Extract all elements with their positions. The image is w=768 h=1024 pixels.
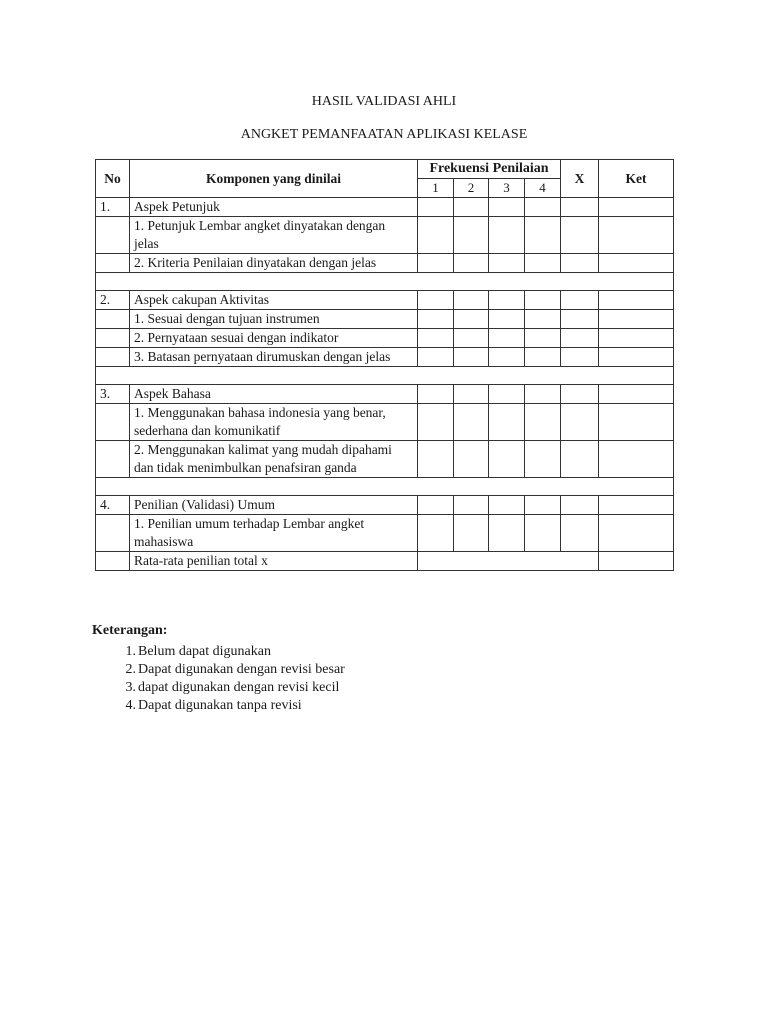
section-title: Penilian (Validasi) Umum bbox=[130, 496, 418, 515]
score-cell[interactable] bbox=[454, 329, 489, 348]
section-title: Aspek cakupan Aktivitas bbox=[130, 291, 418, 310]
header-score-4: 4 bbox=[525, 179, 561, 198]
criterion-text: 1. Petunjuk Lembar angket dinyatakan dengan jelas bbox=[130, 217, 418, 254]
x-cell[interactable] bbox=[561, 198, 599, 217]
score-cell[interactable] bbox=[489, 310, 525, 329]
header-score-2: 2 bbox=[454, 179, 489, 198]
score-cell[interactable] bbox=[418, 217, 454, 254]
spacer-row bbox=[96, 478, 674, 496]
score-cell[interactable] bbox=[525, 404, 561, 441]
x-cell[interactable] bbox=[561, 404, 599, 441]
notes-list bbox=[92, 643, 345, 715]
score-cell[interactable] bbox=[418, 310, 454, 329]
criterion-text: 1. Penilian umum terhadap Lembar angket mahasiswa bbox=[130, 515, 418, 552]
score-cell[interactable] bbox=[489, 198, 525, 217]
score-cell[interactable] bbox=[525, 254, 561, 273]
list-number: 3. bbox=[125, 680, 136, 695]
table-row bbox=[96, 515, 674, 552]
score-cell[interactable] bbox=[489, 441, 525, 478]
header-score-3: 3 bbox=[489, 179, 525, 198]
list-number: 4. bbox=[125, 698, 136, 713]
spacer-row bbox=[96, 367, 674, 385]
empty-no-cell bbox=[96, 441, 130, 478]
section-number: 3. bbox=[96, 385, 130, 404]
validation-table bbox=[95, 159, 674, 571]
table-row bbox=[96, 217, 674, 254]
table-row bbox=[96, 441, 674, 478]
score-cell[interactable] bbox=[489, 291, 525, 310]
x-cell[interactable] bbox=[561, 254, 599, 273]
ket-cell[interactable] bbox=[599, 385, 674, 404]
x-cell[interactable] bbox=[561, 348, 599, 367]
list-item bbox=[92, 661, 345, 679]
ket-cell[interactable] bbox=[599, 496, 674, 515]
score-cell[interactable] bbox=[489, 217, 525, 254]
score-cell[interactable] bbox=[454, 310, 489, 329]
document-title: HASIL VALIDASI AHLI bbox=[311, 94, 457, 109]
ket-cell[interactable] bbox=[599, 198, 674, 217]
score-cell[interactable] bbox=[418, 254, 454, 273]
score-cell[interactable] bbox=[489, 254, 525, 273]
x-cell[interactable] bbox=[561, 291, 599, 310]
ket-cell[interactable] bbox=[599, 348, 674, 367]
table-row bbox=[96, 348, 674, 367]
score-cell[interactable] bbox=[525, 310, 561, 329]
list-text: Belum dapat digunakan bbox=[138, 644, 271, 659]
list-text: dapat digunakan dengan revisi kecil bbox=[138, 680, 340, 695]
section-row bbox=[96, 496, 674, 515]
x-cell[interactable] bbox=[561, 515, 599, 552]
score-cell[interactable] bbox=[418, 348, 454, 367]
score-cell[interactable] bbox=[454, 404, 489, 441]
table-row bbox=[96, 329, 674, 348]
empty-no-cell bbox=[96, 310, 130, 329]
section-row bbox=[96, 385, 674, 404]
x-cell[interactable] bbox=[561, 441, 599, 478]
x-cell[interactable] bbox=[561, 329, 599, 348]
score-cell[interactable] bbox=[454, 198, 489, 217]
list-item bbox=[92, 679, 345, 697]
table-header-row bbox=[96, 160, 674, 179]
score-cell[interactable] bbox=[454, 496, 489, 515]
header-no: No bbox=[96, 160, 130, 198]
list-item bbox=[92, 697, 345, 715]
empty-no-cell bbox=[96, 515, 130, 552]
score-cell[interactable] bbox=[454, 217, 489, 254]
section-row bbox=[96, 198, 674, 217]
score-cell[interactable] bbox=[454, 291, 489, 310]
header-component: Komponen yang dinilai bbox=[130, 160, 418, 198]
empty-no-cell bbox=[96, 254, 130, 273]
score-cell[interactable] bbox=[525, 291, 561, 310]
score-cell[interactable] bbox=[525, 515, 561, 552]
criterion-text: 2. Menggunakan kalimat yang mudah dipahami dan tidak menimbulkan penafsiran ganda bbox=[130, 441, 418, 478]
score-cell[interactable] bbox=[418, 441, 454, 478]
total-row bbox=[96, 552, 674, 571]
table-row bbox=[96, 254, 674, 273]
list-text: Dapat digunakan dengan revisi besar bbox=[138, 662, 345, 677]
score-cell[interactable] bbox=[418, 404, 454, 441]
empty-no-cell bbox=[96, 329, 130, 348]
ket-cell[interactable] bbox=[599, 552, 674, 571]
score-cell[interactable] bbox=[525, 348, 561, 367]
score-cell[interactable] bbox=[525, 329, 561, 348]
score-cell[interactable] bbox=[418, 496, 454, 515]
score-cell[interactable] bbox=[418, 385, 454, 404]
empty-no-cell bbox=[96, 217, 130, 254]
document-subtitle: ANGKET PEMANFAATAN APLIKASI KELASE bbox=[240, 127, 528, 142]
criterion-text: 3. Batasan pernyataan dirumuskan dengan jelas bbox=[130, 348, 418, 367]
score-cell[interactable] bbox=[454, 254, 489, 273]
score-cell[interactable] bbox=[525, 496, 561, 515]
score-cell[interactable] bbox=[489, 496, 525, 515]
empty-no-cell bbox=[96, 348, 130, 367]
score-cell[interactable] bbox=[525, 198, 561, 217]
x-cell[interactable] bbox=[561, 496, 599, 515]
header-score-1: 1 bbox=[418, 179, 454, 198]
section-title: Aspek Petunjuk bbox=[130, 198, 418, 217]
header-x: X bbox=[561, 160, 599, 198]
score-cell[interactable] bbox=[489, 329, 525, 348]
score-cell[interactable] bbox=[454, 441, 489, 478]
score-cell[interactable] bbox=[418, 291, 454, 310]
score-cell[interactable] bbox=[418, 329, 454, 348]
x-cell[interactable] bbox=[561, 310, 599, 329]
ket-cell[interactable] bbox=[599, 217, 674, 254]
notes-title: Keterangan: bbox=[92, 623, 168, 638]
criterion-text: 1. Menggunakan bahasa indonesia yang benar, sederhana dan komunikatif bbox=[130, 404, 418, 441]
score-cell[interactable] bbox=[454, 515, 489, 552]
ket-cell[interactable] bbox=[599, 254, 674, 273]
list-text: Dapat digunakan tanpa revisi bbox=[138, 698, 302, 713]
total-label: Rata-rata penilian total x bbox=[130, 552, 418, 571]
ket-cell[interactable] bbox=[599, 310, 674, 329]
section-title: Aspek Bahasa bbox=[130, 385, 418, 404]
header-frequency: Frekuensi Penilaian bbox=[418, 160, 561, 179]
score-cell[interactable] bbox=[489, 385, 525, 404]
score-cell[interactable] bbox=[525, 385, 561, 404]
score-cell[interactable] bbox=[489, 515, 525, 552]
x-cell[interactable] bbox=[561, 217, 599, 254]
criterion-text: 2. Kriteria Penilaian dinyatakan dengan jelas bbox=[130, 254, 418, 273]
header-ket: Ket bbox=[599, 160, 674, 198]
score-cell[interactable] bbox=[418, 515, 454, 552]
score-cell[interactable] bbox=[454, 348, 489, 367]
list-number: 1. bbox=[125, 644, 136, 659]
section-number: 2. bbox=[96, 291, 130, 310]
ket-cell[interactable] bbox=[599, 441, 674, 478]
notes-section bbox=[92, 622, 345, 715]
ket-cell[interactable] bbox=[599, 329, 674, 348]
score-cell[interactable] bbox=[489, 404, 525, 441]
criterion-text: 1. Sesuai dengan tujuan instrumen bbox=[130, 310, 418, 329]
list-number: 2. bbox=[125, 662, 136, 677]
section-number: 1. bbox=[96, 198, 130, 217]
score-cell[interactable] bbox=[525, 217, 561, 254]
score-cell[interactable] bbox=[418, 198, 454, 217]
ket-cell[interactable] bbox=[599, 291, 674, 310]
table-row bbox=[96, 404, 674, 441]
total-value-cell[interactable] bbox=[418, 552, 599, 571]
score-cell[interactable] bbox=[489, 348, 525, 367]
section-row bbox=[96, 291, 674, 310]
spacer-row bbox=[96, 273, 674, 291]
ket-cell[interactable] bbox=[599, 404, 674, 441]
score-cell[interactable] bbox=[525, 441, 561, 478]
table-row bbox=[96, 310, 674, 329]
ket-cell[interactable] bbox=[599, 515, 674, 552]
section-number: 4. bbox=[96, 496, 130, 515]
criterion-text: 2. Pernyataan sesuai dengan indikator bbox=[130, 329, 418, 348]
x-cell[interactable] bbox=[561, 385, 599, 404]
list-item bbox=[92, 643, 345, 661]
score-cell[interactable] bbox=[454, 385, 489, 404]
empty-no-cell bbox=[96, 404, 130, 441]
empty-no-cell bbox=[96, 552, 130, 571]
